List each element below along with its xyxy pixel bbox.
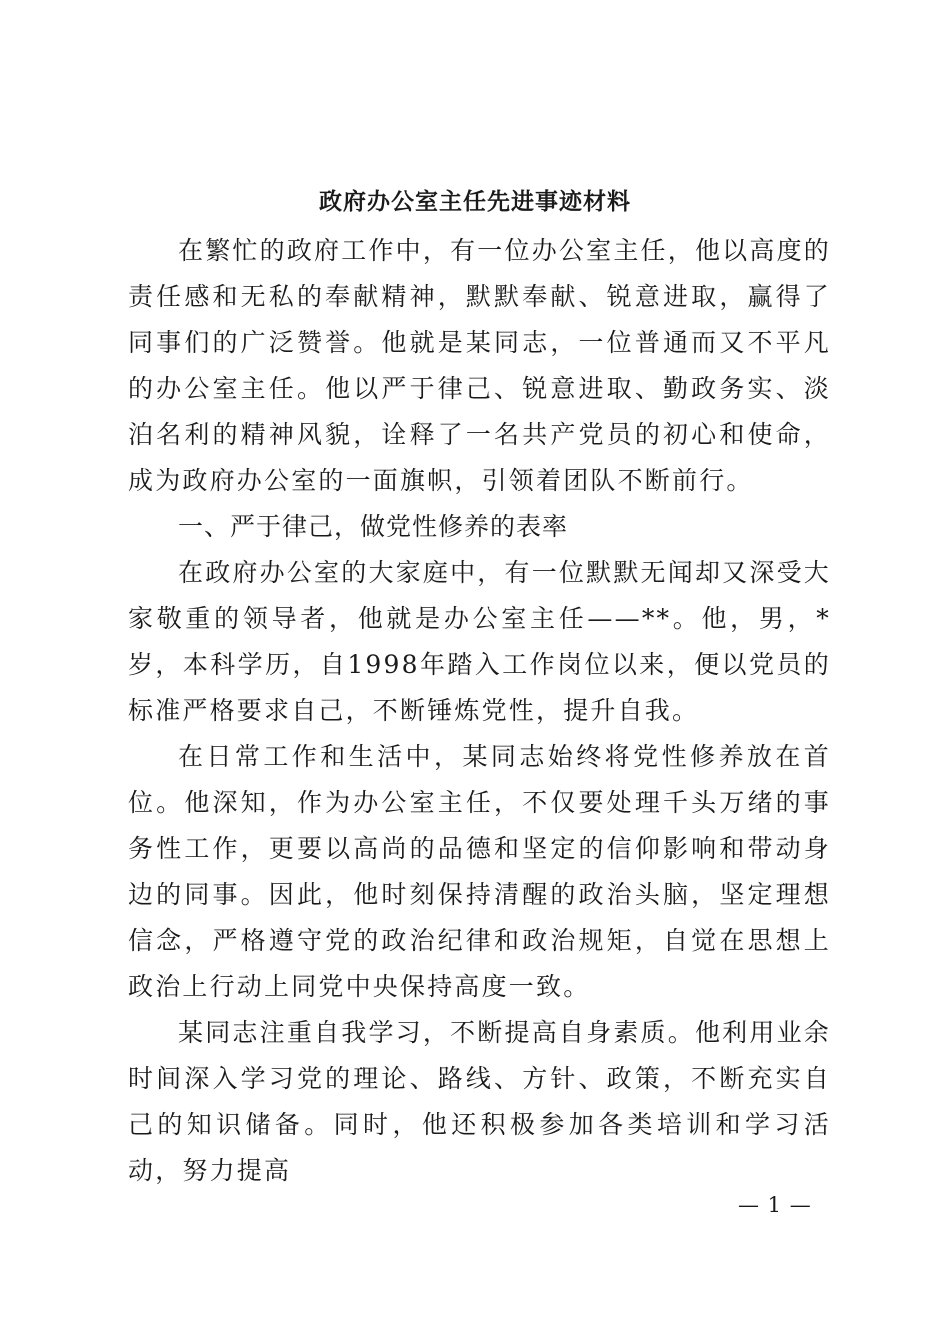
intro-paragraph: 在繁忙的政府工作中，有一位办公室主任，他以高度的责任感和无私的奉献精神，默默奉献、锐意进取，赢得了同事们的广泛赞誉。他就是某同志，一位普通而又不平凡的办公室主任。他以严于律己、锐意进取、勤政务实、淡泊名利的精神风貌，诠释了一名共产党员的初心和使命，成为政府办公室的一面旗帜，引领着团队不断前行。 [128, 236, 831, 495]
section1-paragraph-3: 某同志注重自我学习，不断提高自身素质。他利用业余时间深入学习党的理论、路线、方针、政策，不断充实自己的知识储备。同时，他还积极参加各类培训和学习活动，努力提高 [128, 1018, 831, 1185]
document-title: 政府办公室主任先进事迹材料 [319, 188, 631, 215]
section1-paragraph-2: 在日常工作和生活中，某同志始终将党性修养放在首位。他深知，作为办公室主任，不仅要处理千头万绪的事务性工作，更要以高尚的品德和坚定的信仰影响和带动身边的同事。因此，他时刻保持清醒的政治头脑，坚定理想信念，严格遵守党的政治纪律和政治规矩，自觉在思想上政治上行动上同党中央保持高度一致。 [128, 742, 831, 1001]
section1-paragraph-1: 在政府办公室的大家庭中，有一位默默无闻却又深受大家敬重的领导者，他就是办公室主任——**。他，男，*岁，本科学历，自1998年踏入工作岗位以来，便以党员的标准严格要求自己，不断锤炼党性，提升自我。 [128, 558, 831, 725]
document-body [128, 228, 831, 1194]
section-heading-1: 一、严于律己，做党性修养的表率 [178, 512, 569, 541]
page-number: — 1 — [738, 1193, 812, 1217]
